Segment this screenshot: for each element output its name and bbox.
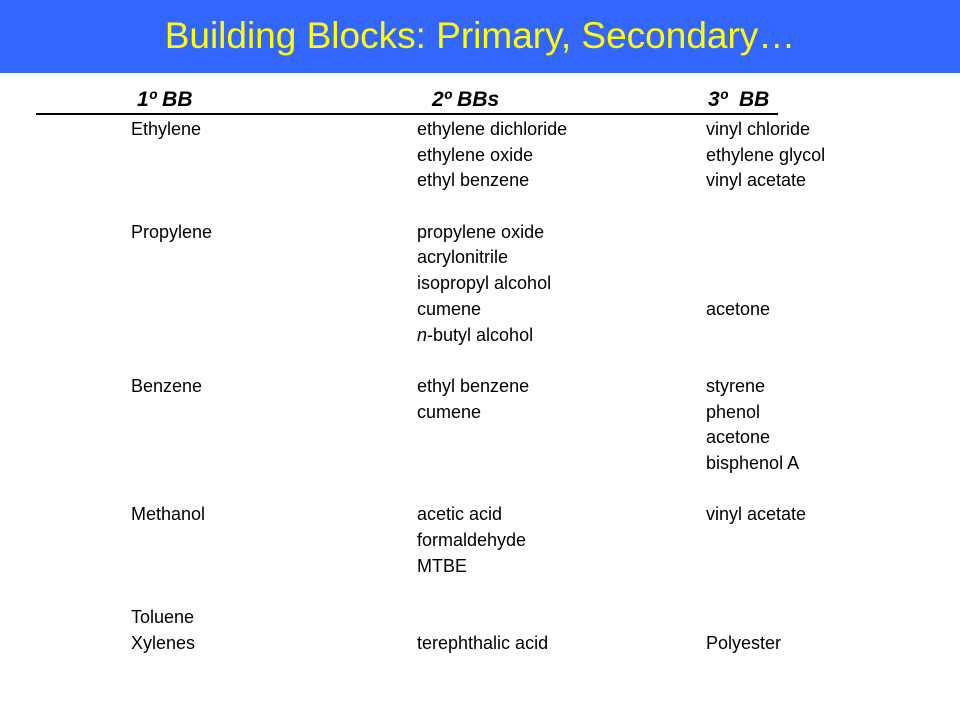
cell-secondary: formaldehyde bbox=[417, 530, 527, 550]
cell-secondary: ethyl benzene bbox=[417, 170, 530, 191]
cell-tertiary: styrene bbox=[706, 375, 766, 396]
cell-primary: Propylene bbox=[131, 221, 213, 242]
cell-tertiary: acetone bbox=[706, 427, 771, 448]
cell-secondary: acrylonitrile bbox=[417, 247, 509, 268]
cell-tertiary: Polyester bbox=[706, 632, 782, 653]
table-row bbox=[0, 219, 960, 245]
table-row bbox=[0, 167, 960, 193]
cell-secondary: ethyl benzene bbox=[417, 375, 530, 396]
cell-secondary: propylene oxide bbox=[417, 221, 545, 242]
table-row bbox=[0, 527, 960, 553]
table-row bbox=[0, 424, 960, 450]
table-row bbox=[0, 553, 960, 579]
cell-primary: Ethylene bbox=[131, 119, 202, 139]
table-row bbox=[0, 270, 960, 296]
table-row bbox=[0, 501, 960, 527]
cell-tertiary: vinyl chloride bbox=[706, 119, 811, 139]
title-bar bbox=[0, 0, 960, 73]
cell-primary: Xylenes bbox=[131, 632, 196, 653]
table-row bbox=[0, 347, 960, 373]
header-divider bbox=[36, 113, 778, 115]
table-row bbox=[0, 450, 960, 476]
table-row bbox=[0, 142, 960, 168]
cell-secondary: isopropyl alcohol bbox=[417, 273, 552, 294]
cell-tertiary: bisphenol A bbox=[706, 452, 800, 473]
header-tertiary: 3º BB bbox=[708, 88, 770, 111]
cell-secondary: acetic acid bbox=[417, 504, 503, 525]
table-row bbox=[0, 296, 960, 322]
table-row bbox=[0, 322, 960, 348]
cell-secondary: MTBE bbox=[417, 555, 468, 576]
table-row bbox=[0, 604, 960, 630]
header-primary: 1º BB bbox=[137, 88, 193, 111]
cell-primary: Benzene bbox=[131, 375, 203, 396]
cell-secondary: cumene bbox=[417, 401, 482, 422]
table-row bbox=[0, 630, 960, 656]
cell-secondary: ethylene dichloride bbox=[417, 119, 568, 139]
table-row bbox=[0, 193, 960, 219]
cell-primary: Methanol bbox=[131, 504, 206, 525]
cell-tertiary: acetone bbox=[706, 298, 771, 319]
table-row bbox=[0, 476, 960, 502]
table-body bbox=[0, 116, 960, 655]
table-header bbox=[0, 88, 960, 114]
table-row bbox=[0, 399, 960, 425]
cell-tertiary: vinyl acetate bbox=[706, 504, 807, 525]
cell-secondary: ethylene oxide bbox=[417, 144, 534, 165]
cell-secondary: terephthalic acid bbox=[417, 632, 549, 653]
cell-tertiary: phenol bbox=[706, 401, 761, 422]
cell-primary: Toluene bbox=[131, 607, 195, 628]
cell-secondary: n-butyl alcohol bbox=[417, 324, 534, 345]
header-secondary: 2º BBs bbox=[432, 88, 500, 111]
cell-secondary: cumene bbox=[417, 298, 482, 319]
page-title: Building Blocks: Primary, Secondary… bbox=[164, 14, 796, 56]
table-row bbox=[0, 578, 960, 604]
cell-tertiary: vinyl acetate bbox=[706, 170, 807, 191]
table-row bbox=[0, 244, 960, 270]
cell-tertiary: ethylene glycol bbox=[706, 144, 826, 165]
table-row bbox=[0, 373, 960, 399]
table-row bbox=[0, 116, 960, 142]
